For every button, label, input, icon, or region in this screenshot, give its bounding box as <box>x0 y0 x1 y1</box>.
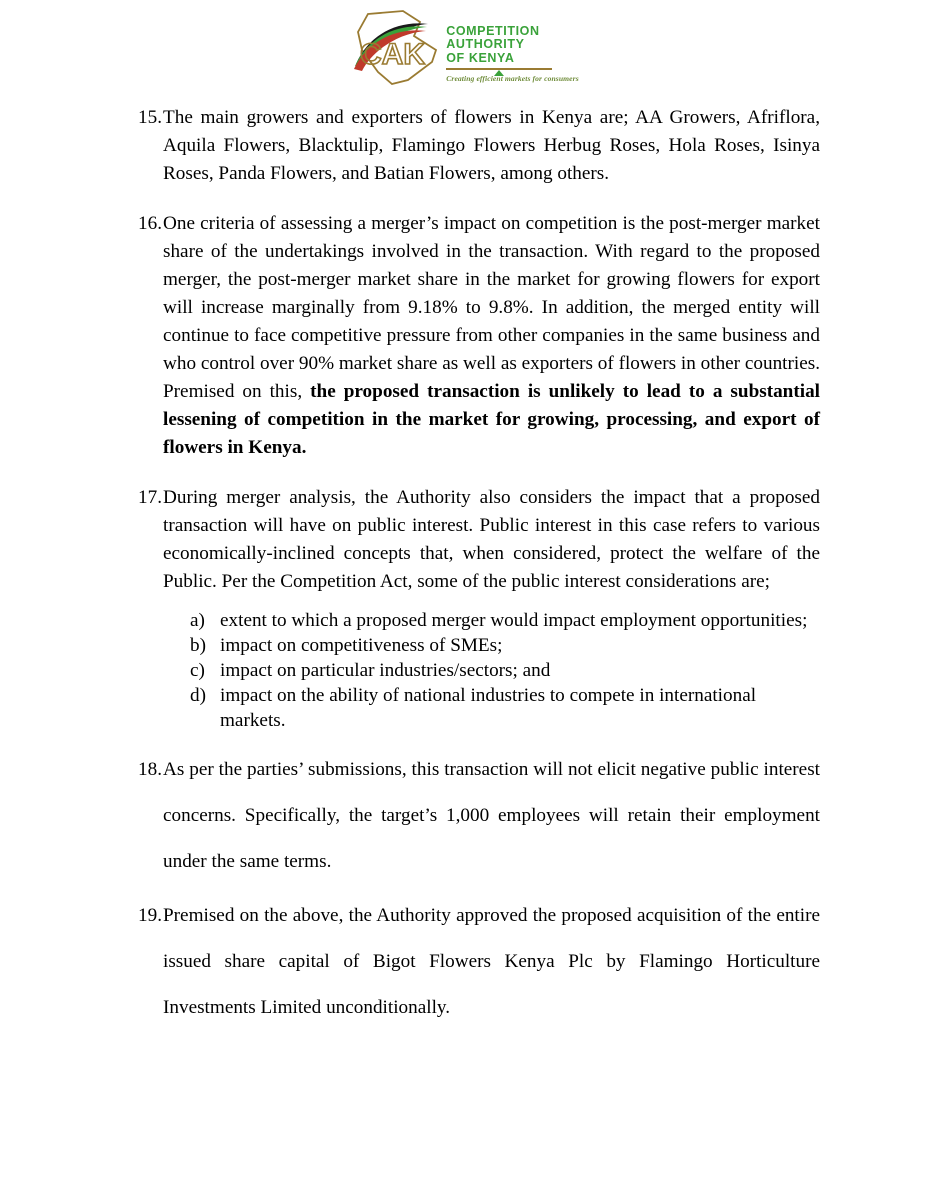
paragraph-17 <box>138 484 820 596</box>
list-item-a-marker: a) <box>190 610 205 631</box>
kenya-map-cak-monogram-icon <box>348 6 444 88</box>
paragraph-16-text: One criteria of assessing a merger’s impact on competition is the post-merger market share of the undertakings involved in the transaction. With regard to the proposed merger, the post-merger market share in the market for growing flowers for export will increase marginally from 9.18% to 9.8%. In addition, the merged entity will continue to face competitive pressure from other companies in the same business and who control over 90% market share as well as exporters of flowers in other countries. Premised on this, <box>163 213 820 402</box>
paragraph-19-number: 19. <box>138 905 162 926</box>
paragraph-15-text: The main growers and exporters of flowers in Kenya are; AA Growers, Afriflora, Aquila Flowers, Blacktulip, Flamingo Flowers Herbug Roses, Hola Roses, Isinya Roses, Panda Flowers, and Batian Flowers, among others. <box>163 107 820 184</box>
logo-line-authority: AUTHORITY <box>446 37 525 52</box>
numbered-paragraph-list-continued <box>138 747 820 1031</box>
logo-divider <box>446 68 552 70</box>
list-item-b-marker: b) <box>190 635 206 656</box>
logo-wordmark <box>446 11 579 84</box>
paragraph-19-text: Premised on the above, the Authority approved the proposed acquisition of the entire issued share capital of Bigot Flowers Kenya Plc by Flamingo Horticulture Investments Limited unconditionally. <box>163 905 820 1018</box>
list-item-d-marker: d) <box>190 685 206 706</box>
document-body <box>138 104 820 1031</box>
logo-tagline: Creating efficient markets for consumers <box>446 74 579 84</box>
logo-triangle-icon <box>494 70 504 76</box>
list-item-b-text: impact on competitiveness of SMEs; <box>220 635 503 656</box>
numbered-paragraph-list <box>138 104 820 596</box>
paragraph-18 <box>138 747 820 885</box>
cak-logo <box>348 6 579 88</box>
list-item-b <box>190 633 810 658</box>
list-item-a <box>190 608 810 633</box>
paragraph-17-text: During merger analysis, the Authority also considers the impact that a proposed transaction will have on public interest. Public interest in this case refers to various economically-inclined concepts that, when considered, protect the welfare of the Public. Per the Competition Act, some of the public interest considerations are; <box>163 487 820 592</box>
paragraph-17-number: 17. <box>138 487 162 508</box>
public-interest-considerations-block <box>138 608 820 733</box>
paragraph-18-number: 18. <box>138 759 162 780</box>
list-item-c-text: impact on particular industries/sectors; and <box>220 660 551 681</box>
svg-text:CAK: CAK <box>360 38 426 71</box>
paragraph-16 <box>138 210 820 462</box>
paragraph-16-number: 16. <box>138 213 162 234</box>
page-header <box>0 0 927 100</box>
logo-line-competition: COMPETITION <box>446 23 540 38</box>
list-item-c-marker: c) <box>190 660 205 681</box>
paragraph-15-number: 15. <box>138 107 162 128</box>
paragraph-16-bold-conclusion: the proposed transaction is unlikely to lead to a substantial lessening of competition in the market for growing, processing, and export of flowers in Kenya. <box>163 381 821 458</box>
list-item-c <box>190 658 810 683</box>
list-item-d-text: impact on the ability of national industries to compete in international markets. <box>220 685 757 731</box>
list-item-d <box>190 683 810 733</box>
paragraph-18-text: As per the parties’ submissions, this transaction will not elicit negative public interest concerns. Specifically, the target’s 1,000 employees will retain their employment under the same terms. <box>163 759 820 872</box>
public-interest-list <box>190 608 810 733</box>
paragraph-19 <box>138 893 820 1031</box>
logo-line-of-kenya: OF KENYA <box>446 50 515 65</box>
paragraph-15 <box>138 104 820 188</box>
list-item-a-text: extent to which a proposed merger would impact employment opportunities; <box>220 610 808 631</box>
